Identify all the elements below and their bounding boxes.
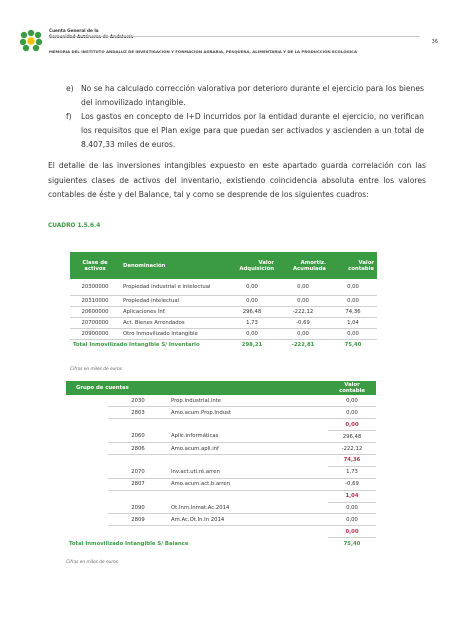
col-header: Valor contable xyxy=(328,381,376,395)
table-row xyxy=(70,279,377,295)
units-note: Cifras en miles de euros xyxy=(70,367,123,372)
table-cell: 20700000 xyxy=(70,317,120,328)
col-header: Valor contable xyxy=(329,252,377,279)
table-cell: 0,00 xyxy=(227,295,277,306)
table-cell: 0,00 xyxy=(328,407,376,419)
table-cell: 0,00 xyxy=(329,328,377,339)
table-cell: Act. Bienes Arrendados xyxy=(120,317,227,328)
total-cell: 75,40 xyxy=(344,341,362,348)
col-header: Denominación xyxy=(120,252,227,279)
table-cell: Prop.industrial.inte xyxy=(168,395,278,407)
col-header: Amortiz. Acumulada xyxy=(277,252,329,279)
list-item-text: No se ha calculado corrección valorativa por deterioro durante el ejercicio para los bienes del inmovilizado intangible. xyxy=(81,84,424,107)
table-cell: 20900000 xyxy=(70,328,120,339)
table-row xyxy=(66,407,376,419)
total-cell: -222,81 xyxy=(291,341,315,348)
list-item xyxy=(66,82,424,110)
table-cell: 0,00 xyxy=(277,295,329,306)
table-cell: 2803 xyxy=(108,407,168,419)
table-cell: Aplicaciones Inf. xyxy=(120,306,227,317)
table-cell: 20310000 xyxy=(70,295,120,306)
table-cell: -0,69 xyxy=(277,317,329,328)
header-divider xyxy=(49,36,420,37)
table-row xyxy=(66,478,376,490)
table-header-row xyxy=(70,252,377,279)
table-row xyxy=(70,328,377,339)
table-cell: Inv.act.uti.ré.arren xyxy=(168,466,278,478)
table-total-row xyxy=(66,538,376,550)
table-cell: Amo.acum.Prop.Indust xyxy=(168,407,278,419)
total-cell: 298,21 xyxy=(241,341,263,348)
table-cell: 2060 xyxy=(108,431,168,443)
table-cell: 0,00 xyxy=(328,502,376,514)
table-cell: -222,12 xyxy=(328,443,376,455)
total-cell: 75,40 xyxy=(343,540,361,547)
table-cell: 0,00 xyxy=(227,279,277,295)
table-cell: 0,00 xyxy=(328,395,376,407)
table-row xyxy=(66,395,376,407)
table-cell: 2806 xyxy=(108,443,168,455)
table-cell: 2809 xyxy=(108,514,168,526)
table-cell: 1,04 xyxy=(329,317,377,328)
col-header: Valor Adquisición xyxy=(227,252,277,279)
table-cell: Propiedad industrial e intelectual xyxy=(120,279,227,295)
page-header xyxy=(18,24,438,68)
inventory-table xyxy=(70,252,377,350)
table-cell: -0,69 xyxy=(328,478,376,490)
table-row xyxy=(66,514,376,526)
table-cell: Amo.acum.apli.inf xyxy=(168,443,278,455)
table-cell: 74,36 xyxy=(329,306,377,317)
table-cell: 296,48 xyxy=(328,431,376,443)
page-number: 36 xyxy=(431,39,438,45)
table-cell: Amo.acum.act.b.arren xyxy=(168,478,278,490)
body-paragraph: El detalle de las inversiones intangibles expuesto en este apartado guarda correlación con las siguientes clases de activos del inventario, existiendo coincidencia absoluta entre los valores contables de éste y del Balance, tal y como se desprende de los siguientes cuadros: xyxy=(48,161,426,199)
table-cell: 1,73 xyxy=(328,466,376,478)
table-cell: 0,00 xyxy=(329,295,377,306)
col-header: Clase de activos xyxy=(70,252,120,279)
table-cell: 20300000 xyxy=(70,279,120,295)
table-row xyxy=(70,295,377,306)
notes-list xyxy=(66,82,424,152)
table-row xyxy=(66,502,376,514)
junta-andalucia-logo xyxy=(18,28,44,54)
table-cell: 2030 xyxy=(108,395,168,407)
org-name-line1: Cuenta General de la xyxy=(49,28,99,33)
table-row xyxy=(70,306,377,317)
units-note: Cifras en miles de euros xyxy=(66,560,119,565)
table-row xyxy=(66,466,376,478)
table-row xyxy=(70,317,377,328)
table-row xyxy=(66,431,376,443)
table-cell: Aplic.informáticas xyxy=(168,431,278,443)
table-cell: Am.Ac.Ot.In.In 2014 xyxy=(168,514,278,526)
table-row xyxy=(66,443,376,455)
table-cell: 2090 xyxy=(108,502,168,514)
subtotal-row xyxy=(66,454,376,466)
subtotal-row xyxy=(66,526,376,538)
total-label: Total Inmovilizado Intangible S/ Balance xyxy=(69,540,189,547)
total-label: Total Inmovilizado Intangible S/ Inventario xyxy=(73,341,200,348)
list-item-text: Los gastos en concepto de I+D incurridos por la entidad durante el ejercicio, no verifican los requisitos que el Plan exige para que puedan ser activados y ascienden a un total de 8.407,33 miles de euros. xyxy=(81,112,424,149)
balance-table xyxy=(66,381,376,550)
table-cell: Otro Inmovilizado intangible xyxy=(120,328,227,339)
table-cell: Propiedad intelectual xyxy=(120,295,227,306)
table-cell: 1,73 xyxy=(227,317,277,328)
subtotal-cell: 74,36 xyxy=(328,454,376,466)
table-cell: 0,00 xyxy=(277,328,329,339)
table-caption: CUADRO 1.5.6.4 xyxy=(48,223,101,229)
subtotal-cell: 0,00 xyxy=(328,419,376,431)
table-cell: Ot.Inm.Inmat.Ac.2014 xyxy=(168,502,278,514)
table-cell: 0,00 xyxy=(227,328,277,339)
table-cell: 0,00 xyxy=(277,279,329,295)
table-cell: 0,00 xyxy=(328,514,376,526)
col-header: Grupo de cuentas xyxy=(66,381,278,395)
table-cell: 296,48 xyxy=(227,306,277,317)
table-header-row xyxy=(66,381,376,395)
subtotal-row xyxy=(66,419,376,431)
subtotal-cell: 0,00 xyxy=(328,526,376,538)
document-subtitle: MEMORIA DEL INSTITUTO ANDALUZ DE INVESTIGACIÓN Y FORMACIÓN AGRARIA, PESQUERA, ALIMENTARIA Y DE LA PRODUCCIÓN ECOLÓGICA xyxy=(49,49,358,54)
subtotal-cell: 1,04 xyxy=(328,490,376,502)
table-total-row xyxy=(70,339,377,350)
table-cell: 2807 xyxy=(108,478,168,490)
table-cell: 2070 xyxy=(108,466,168,478)
list-item-label: e) xyxy=(66,84,74,93)
table-cell: 0,00 xyxy=(329,279,377,295)
table-cell: -222,12 xyxy=(277,306,329,317)
subtotal-row xyxy=(66,490,376,502)
list-item xyxy=(66,110,424,152)
table-cell: 20600000 xyxy=(70,306,120,317)
list-item-label: f) xyxy=(66,112,72,121)
